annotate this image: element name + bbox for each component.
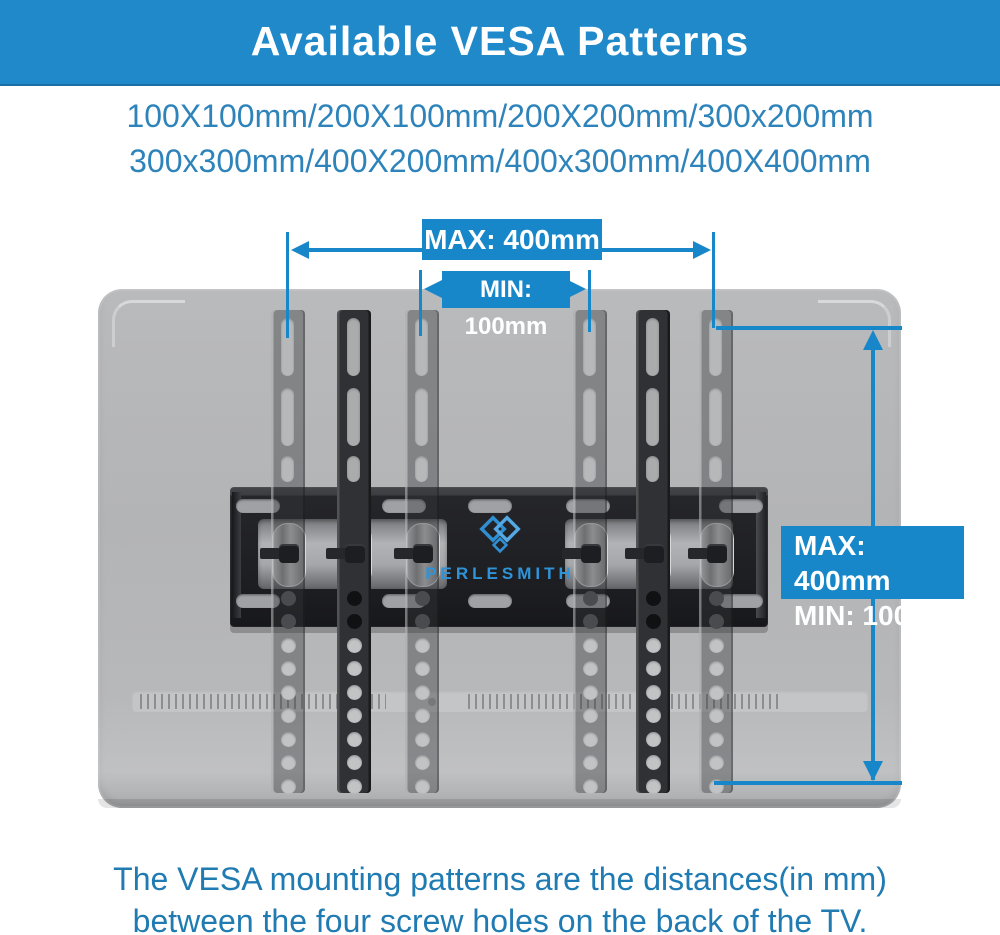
- bolt-head: [279, 544, 299, 563]
- dimension-line-side-bottom: [714, 781, 902, 785]
- vesa-sizes-line-1: 100X100mm/200X100mm/200X200mm/300x200mm: [126, 98, 874, 134]
- arm-hole: [347, 661, 362, 676]
- arm-hole: [709, 732, 724, 747]
- arm-hole: [709, 708, 724, 723]
- arm-hole: [415, 591, 430, 606]
- arm-hole: [583, 638, 598, 653]
- arm-hole: [281, 614, 296, 629]
- arm-hole: [415, 685, 430, 700]
- arm-hole: [709, 661, 724, 676]
- arm-slot: [646, 318, 659, 376]
- arrowhead-left-icon: [424, 280, 442, 298]
- arm-hole: [709, 591, 724, 606]
- bolt-head: [581, 544, 601, 563]
- arm-hole: [583, 779, 598, 794]
- arm-hole: [646, 755, 661, 770]
- arm-hole: [646, 638, 661, 653]
- arm-hole: [583, 661, 598, 676]
- dimension-label-top-min: MIN: 100mm: [442, 271, 570, 308]
- arm-slot: [709, 456, 722, 482]
- bolt-head: [413, 544, 433, 563]
- arm-hole: [646, 614, 661, 629]
- plate-slot: [468, 499, 512, 513]
- arm-hole: [415, 614, 430, 629]
- arm-hole: [709, 755, 724, 770]
- arm-hole: [281, 732, 296, 747]
- arm-hole: [281, 685, 296, 700]
- vesa-sizes-line-2: 300x300mm/400X200mm/400x300mm/400X400mm: [129, 143, 871, 179]
- arm-slot: [415, 388, 428, 446]
- arm-hole: [646, 732, 661, 747]
- arm-hole: [415, 755, 430, 770]
- arm-slot: [583, 456, 596, 482]
- arm-slot: [347, 456, 360, 482]
- arm-hole: [347, 614, 362, 629]
- arm-slot: [281, 456, 294, 482]
- arm-hole: [709, 685, 724, 700]
- arrowhead-left-icon: [291, 241, 309, 259]
- arm-hole: [347, 732, 362, 747]
- arm-hole: [347, 685, 362, 700]
- page-title: Available VESA Patterns: [250, 18, 750, 64]
- bolt-head: [345, 544, 365, 563]
- dimension-label-side-max: MAX: 400mm: [794, 530, 891, 596]
- arm-hole: [281, 591, 296, 606]
- arm-hole: [281, 708, 296, 723]
- witness-line-min-right: [588, 270, 591, 332]
- arm-hole: [347, 591, 362, 606]
- arm-hole: [583, 755, 598, 770]
- caption-line-1: The VESA mounting patterns are the distances(in mm): [113, 861, 887, 897]
- bolt-head: [707, 544, 727, 563]
- arm-hole: [415, 708, 430, 723]
- arrowhead-right-icon: [693, 241, 711, 259]
- arm-hole: [646, 591, 661, 606]
- brand-logo-text: PERLESMITH: [425, 564, 575, 583]
- arm-hole: [281, 755, 296, 770]
- arm-hole: [281, 779, 296, 794]
- bolt-stem: [260, 548, 280, 559]
- arm-hole: [583, 685, 598, 700]
- arm-hole: [583, 708, 598, 723]
- arm-hole: [646, 708, 661, 723]
- arm-hole: [646, 685, 661, 700]
- arm-slot: [415, 456, 428, 482]
- arm-slot: [281, 388, 294, 446]
- bolt-stem: [326, 548, 346, 559]
- caption-line-2: between the four screw holes on the back of the TV.: [132, 903, 868, 935]
- witness-line-min-left: [419, 270, 422, 336]
- arm-hole: [415, 732, 430, 747]
- tv-vent-ticks: [468, 694, 780, 709]
- arm-hole: [415, 779, 430, 794]
- arm-hole: [347, 779, 362, 794]
- dimension-label-side: [781, 526, 964, 631]
- arm-hole: [646, 779, 661, 794]
- brand-diamond-icon: [477, 513, 523, 559]
- arm-hole: [347, 708, 362, 723]
- arm-hole: [583, 591, 598, 606]
- arm-hole: [709, 614, 724, 629]
- arm-slot: [709, 388, 722, 446]
- arm-hole: [709, 638, 724, 653]
- arm-hole: [415, 661, 430, 676]
- arm-hole: [347, 755, 362, 770]
- arm-hole: [281, 661, 296, 676]
- header-banner: [0, 0, 1000, 86]
- arrowhead-down-icon: [863, 761, 883, 781]
- bolt-stem: [562, 548, 582, 559]
- witness-line-max-left: [286, 232, 289, 338]
- bolt-head: [644, 544, 664, 563]
- dimension-label-side-min: MIN: 100mm: [794, 600, 959, 631]
- tv-corner-highlight: [112, 300, 185, 347]
- plate-slot: [468, 594, 512, 608]
- bolt-stem: [625, 548, 645, 559]
- witness-line-max-right: [712, 232, 715, 328]
- arrowhead-right-icon: [568, 280, 586, 298]
- tv-bottom-edge: [98, 799, 901, 808]
- arm-slot: [347, 318, 360, 376]
- dimension-label-top-max: MAX: 400mm: [422, 219, 602, 260]
- bolt-stem: [688, 548, 708, 559]
- arm-slot: [347, 388, 360, 446]
- arm-slot: [646, 388, 659, 446]
- arm-hole: [583, 614, 598, 629]
- bolt-stem: [394, 548, 414, 559]
- arm-hole: [583, 732, 598, 747]
- arm-hole: [646, 661, 661, 676]
- arrowhead-up-icon: [863, 330, 883, 350]
- arm-slot: [583, 388, 596, 446]
- arm-hole: [281, 638, 296, 653]
- arm-hole: [415, 638, 430, 653]
- arm-slot: [646, 456, 659, 482]
- arm-hole: [347, 638, 362, 653]
